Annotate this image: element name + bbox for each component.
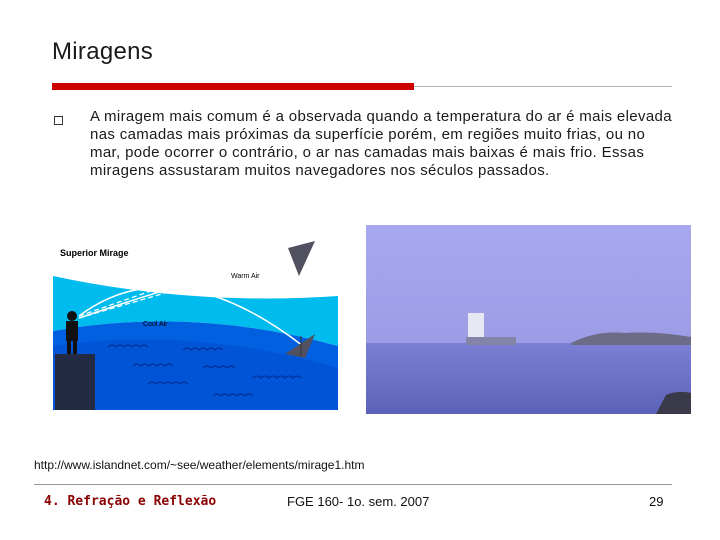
mirage-photo (366, 225, 691, 414)
title-underline-accent (52, 83, 414, 90)
footer-rule (34, 484, 672, 485)
dock (55, 354, 95, 410)
source-url[interactable]: http://www.islandnet.com/~see/weather/elements/mirage1.htm (34, 458, 365, 472)
footer-section: 4. Refração e Reflexão (44, 494, 217, 509)
title-underline-rule (414, 86, 672, 87)
footer-page-number: 29 (649, 494, 664, 509)
slide-title: Miragens (52, 38, 154, 65)
photo-sky (366, 225, 691, 345)
photo-sea (366, 343, 691, 414)
cool-air-label: Cool Air (143, 321, 168, 328)
warm-air-label: Warm Air (231, 273, 260, 280)
diagram-title: Superior Mirage (60, 248, 129, 258)
bullet-square-icon (54, 116, 63, 125)
distant-ship (466, 337, 516, 345)
bullet-text: A miragem mais comum é a observada quando a temperatura do ar é mais elevada nas camadas mais próximas da superfície porém, em regiões muito frias, ou no mar, pode ocorrer o contrário, o ar nas camadas mais baixas é mais frio. Essas miragens assustaram muitos navegadores nos séculos passados. (90, 108, 672, 179)
superior-mirage-diagram (53, 236, 338, 410)
ship-mirage-image (468, 313, 484, 339)
footer-course: FGE 160- 1o. sem. 2007 (287, 494, 430, 509)
